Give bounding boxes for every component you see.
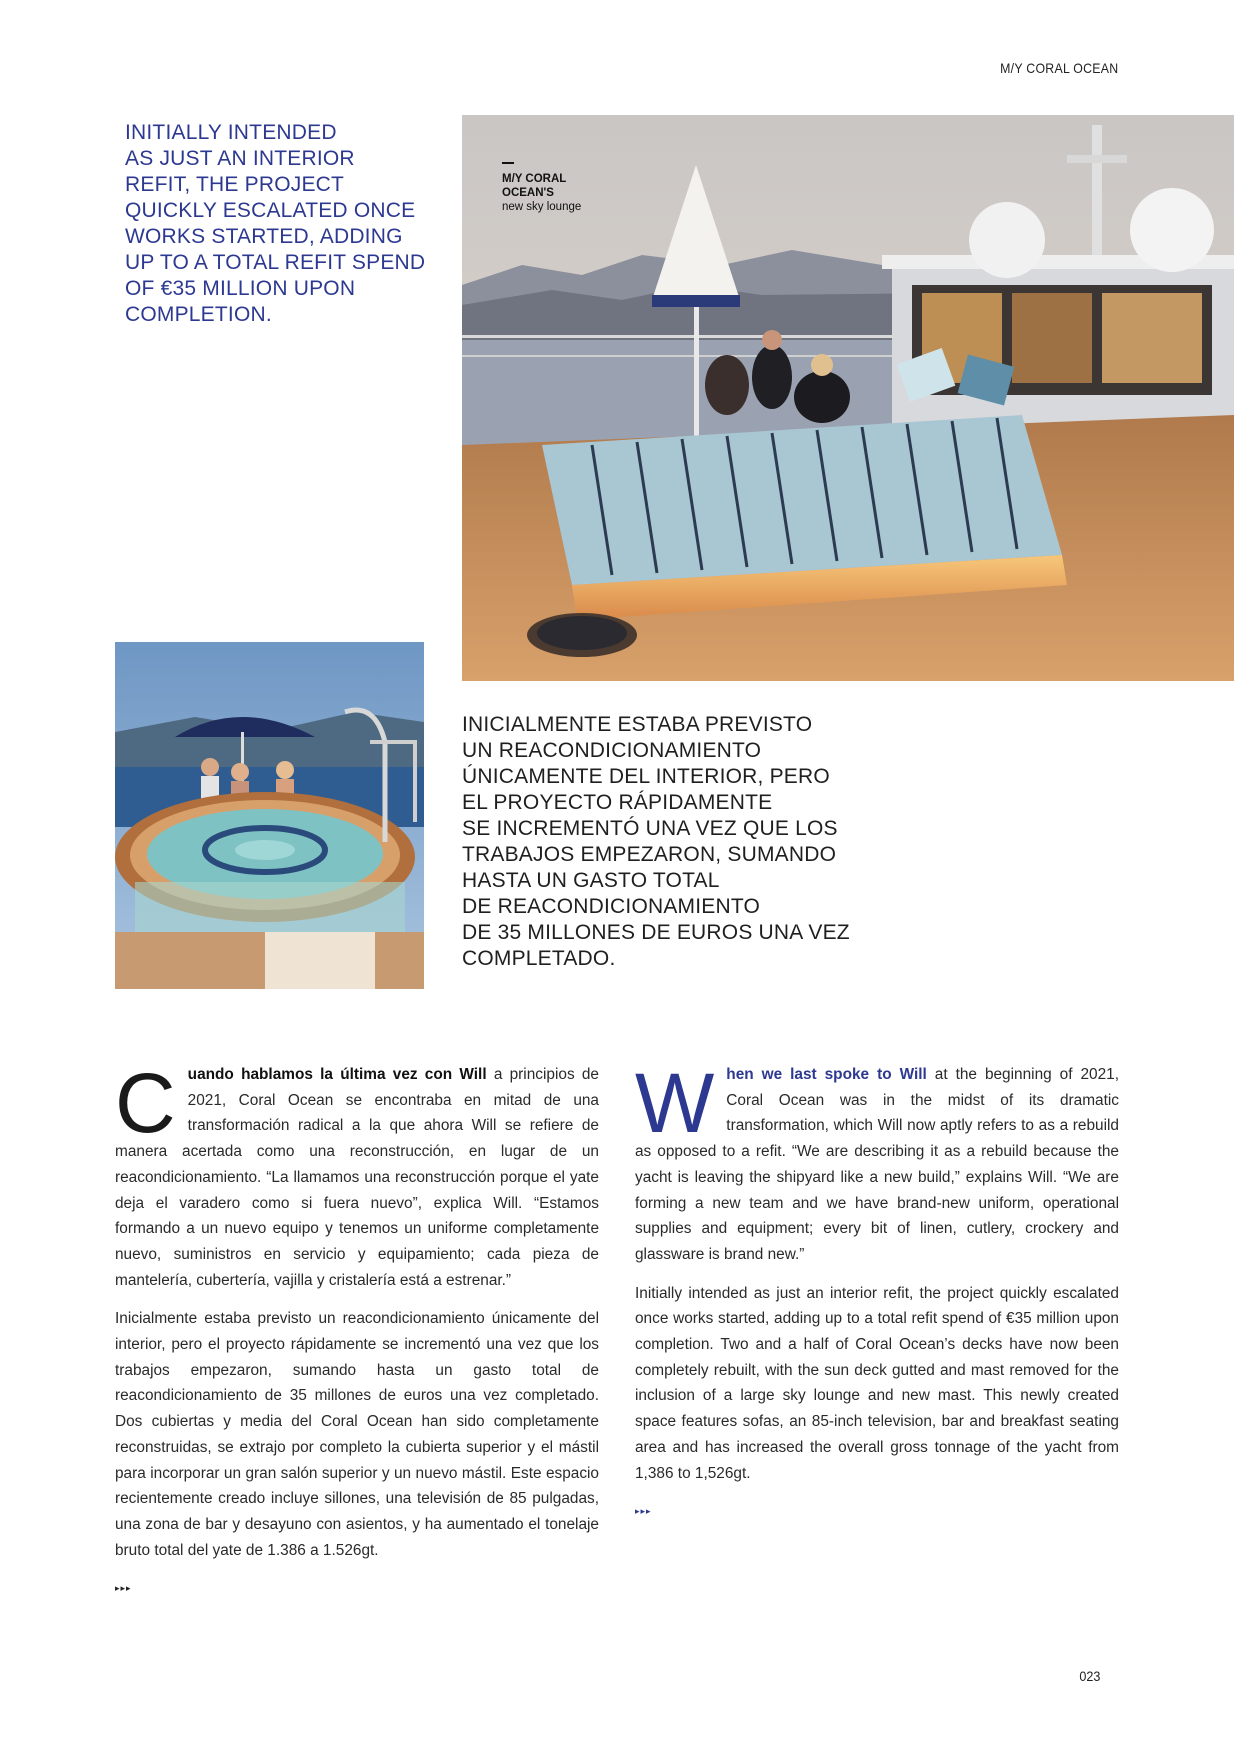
drop-cap-en: W [635,1056,715,1150]
caption-subtitle: new sky lounge [502,201,582,213]
continue-arrows-en: ▸▸▸ [635,1506,652,1517]
caption-dash [502,162,514,164]
body-column-english [635,1056,1119,1525]
paragraph-es-2: Inicialmente estaba previsto un reacondicionamiento únicamente del interior, pero el proyecto rápidamente se incrementó una vez que los trabajos empezaron, sumando hasta un gasto total de reacondicionamiento de 35 millones de euros una vez completado. Dos cubiertas y media del Coral Ocean han sido completamente reconstruidas, se extrajo por completo la cubierta superior y el mástil para incorporar un gran salón superior y un nuevo mástil. Este espacio recientemente creado incluye sillones, una televisión de 85 pulgadas, una zona de bar y desayuno con asientos, y ha aumentado el tonelaje bruto total del yate de 1.386 a 1.526gt. [115,1310,599,1559]
drop-cap-es: C [115,1056,176,1150]
continue-arrows-es: ▸▸▸ [115,1583,132,1594]
photo-caption [502,162,622,215]
lead-in-es: uando hablamos la última vez con Will [187,1066,487,1083]
running-header: M/Y CORAL OCEAN [999,60,1118,76]
caption-title: M/Y CORAL OCEAN'S [502,173,567,199]
paragraph-en-1 [635,1056,1119,1268]
paragraph-es-1-text: a principios de 2021, Coral Ocean se encontraba en mitad de una transformación radical a la que ahora Will se refiere de manera acertada como una reconstrucción, en lugar de un reacondicionamiento. “La llamamos una reconstrucción porque el yate deja el varadero como si fuera nuevo”, explica Will. “Estamos formando a un nuevo equipo y tenemos un uniforme completamente nuevo, suministros en servicio y equipamiento; cada pieza de mantelería, cubertería, vajilla y cristalería está a estrenar.” [115,1066,599,1289]
pull-quote-spanish: INICIALMENTE ESTABA PREVISTO UN REACONDICIONAMIENTO ÚNICAMENTE DEL INTERIOR, PERO EL PROYECTO RÁPIDAMENTE SE INCREMENTÓ UNA VEZ QUE LOS TRABAJOS EMPEZARON, SUMANDO HASTA UN GASTO TOTAL DE REACONDICIONAMIENTO DE 35 MILLONES DE EUROS UNA VEZ COMPLETADO. [462,713,850,970]
paragraph-en-1-text: at the beginning of 2021, Coral Ocean was in the midst of its dramatic transformation, which Will now aptly refers to as a rebuild as opposed to a refit. “We are describing it as a rebuild because the yacht is leaving the shipyard like a new build,” explains Will. “We are forming a new team and we have brand-new uniform, operational supplies and equipment; every bit of linen, cutlery, crockery and glassware is brand new.” [635,1066,1119,1263]
lead-in-en: hen we last spoke to Will [726,1066,927,1083]
page-number: 023 [1078,1668,1100,1684]
body-column-spanish [115,1056,599,1602]
paragraph-en-2: Initially intended as just an interior refit, the project quickly escalated once works started, adding up to a total refit spend of €35 million upon completion. Two and a half of Coral Ocean’s decks have now been completely rebuilt, with the sun deck gutted and mast removed for the inclusion of a large sky lounge and new mast. This newly created space features sofas, an 85-inch television, bar and breakfast seating area and has increased the overall gross tonnage of the yacht from 1,386 to 1,526gt. [635,1284,1119,1482]
pull-quote-english: INITIALLY INTENDED AS JUST AN INTERIOR REFIT, THE PROJECT QUICKLY ESCALATED ONCE WORKS STARTED, ADDING UP TO A TOTAL REFIT SPEND OF €35 MILLION UPON COMPLETION. [125,121,426,326]
paragraph-es-1 [115,1056,599,1293]
jacuzzi-photo [115,642,424,989]
